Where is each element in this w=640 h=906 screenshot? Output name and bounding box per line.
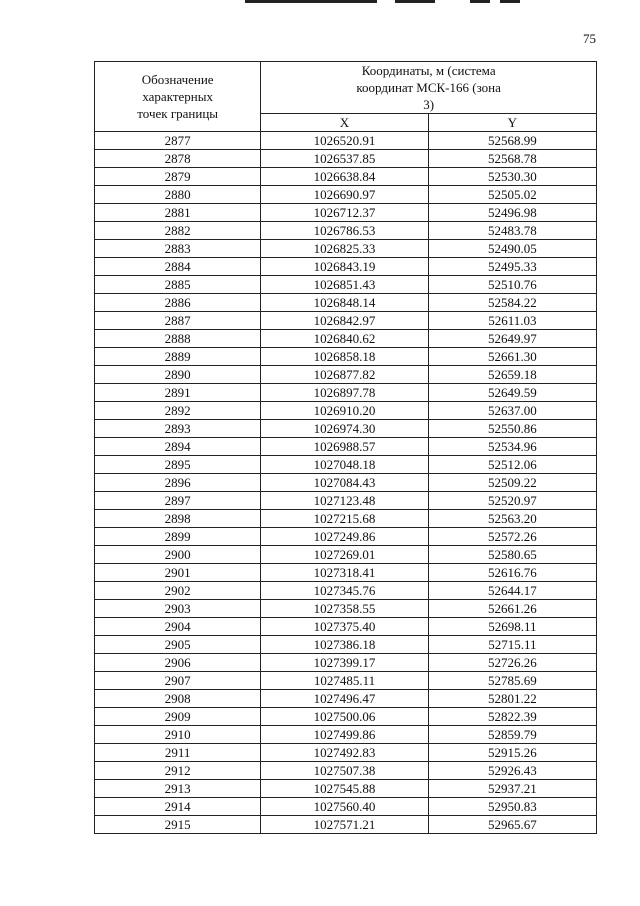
header-x: X — [261, 114, 428, 132]
y-cell: 52580.65 — [428, 546, 596, 564]
table-row — [95, 186, 597, 204]
point-cell: 2901 — [95, 564, 261, 582]
x-cell: 1026848.14 — [261, 294, 428, 312]
x-cell: 1027215.68 — [261, 510, 428, 528]
table-row — [95, 276, 597, 294]
x-cell: 1027386.18 — [261, 636, 428, 654]
y-cell: 52649.97 — [428, 330, 596, 348]
table-row — [95, 312, 597, 330]
point-cell: 2897 — [95, 492, 261, 510]
y-cell: 52495.33 — [428, 258, 596, 276]
point-cell: 2892 — [95, 402, 261, 420]
y-cell: 52496.98 — [428, 204, 596, 222]
table-row — [95, 528, 597, 546]
x-cell: 1027500.06 — [261, 708, 428, 726]
point-cell: 2879 — [95, 168, 261, 186]
page-number: 75 — [583, 31, 596, 46]
point-cell: 2911 — [95, 744, 261, 762]
y-cell: 52520.97 — [428, 492, 596, 510]
x-cell: 1027399.17 — [261, 654, 428, 672]
x-cell: 1027345.76 — [261, 582, 428, 600]
x-cell: 1026842.97 — [261, 312, 428, 330]
x-cell: 1026690.97 — [261, 186, 428, 204]
point-cell: 2895 — [95, 456, 261, 474]
y-cell: 52637.00 — [428, 402, 596, 420]
x-cell: 1026712.37 — [261, 204, 428, 222]
x-cell: 1027485.11 — [261, 672, 428, 690]
point-cell: 2886 — [95, 294, 261, 312]
x-cell: 1026877.82 — [261, 366, 428, 384]
x-cell: 1027496.47 — [261, 690, 428, 708]
y-cell: 52726.26 — [428, 654, 596, 672]
point-cell: 2877 — [95, 132, 261, 150]
table-row — [95, 402, 597, 420]
point-cell: 2883 — [95, 240, 261, 258]
x-cell: 1027571.21 — [261, 816, 428, 834]
table-row — [95, 474, 597, 492]
table-row — [95, 240, 597, 258]
table-row — [95, 798, 597, 816]
x-cell: 1027545.88 — [261, 780, 428, 798]
y-cell: 52698.11 — [428, 618, 596, 636]
x-cell: 1027560.40 — [261, 798, 428, 816]
y-cell: 52659.18 — [428, 366, 596, 384]
x-cell: 1026520.91 — [261, 132, 428, 150]
point-cell: 2907 — [95, 672, 261, 690]
point-cell: 2903 — [95, 600, 261, 618]
point-cell: 2885 — [95, 276, 261, 294]
x-cell: 1027358.55 — [261, 600, 428, 618]
point-cell: 2900 — [95, 546, 261, 564]
y-cell: 52568.99 — [428, 132, 596, 150]
y-cell: 52534.96 — [428, 438, 596, 456]
table-row — [95, 168, 597, 186]
coordinates-table — [94, 61, 597, 834]
table-row — [95, 654, 597, 672]
table-row — [95, 366, 597, 384]
y-cell: 52512.06 — [428, 456, 596, 474]
y-cell: 52510.76 — [428, 276, 596, 294]
x-cell: 1027507.38 — [261, 762, 428, 780]
table-row — [95, 708, 597, 726]
point-cell: 2915 — [95, 816, 261, 834]
header-point-designation: Обозначение характерных точек границы — [95, 62, 261, 132]
point-cell: 2887 — [95, 312, 261, 330]
x-cell: 1027499.86 — [261, 726, 428, 744]
y-cell: 52965.67 — [428, 816, 596, 834]
x-cell: 1027249.86 — [261, 528, 428, 546]
point-cell: 2913 — [95, 780, 261, 798]
table-row — [95, 600, 597, 618]
y-cell: 52715.11 — [428, 636, 596, 654]
point-cell: 2889 — [95, 348, 261, 366]
y-cell: 52616.76 — [428, 564, 596, 582]
y-cell: 52505.02 — [428, 186, 596, 204]
point-cell: 2894 — [95, 438, 261, 456]
y-cell: 52950.83 — [428, 798, 596, 816]
y-cell: 52509.22 — [428, 474, 596, 492]
table-row — [95, 636, 597, 654]
point-cell: 2896 — [95, 474, 261, 492]
y-cell: 52490.05 — [428, 240, 596, 258]
table-row — [95, 348, 597, 366]
point-cell: 2902 — [95, 582, 261, 600]
table-row — [95, 420, 597, 438]
y-cell: 52572.26 — [428, 528, 596, 546]
x-cell: 1027269.01 — [261, 546, 428, 564]
table-row — [95, 438, 597, 456]
table-row — [95, 780, 597, 798]
y-cell: 52915.26 — [428, 744, 596, 762]
top-edge-marks — [245, 0, 535, 3]
table-row — [95, 618, 597, 636]
table-row — [95, 672, 597, 690]
x-cell: 1027375.40 — [261, 618, 428, 636]
x-cell: 1026974.30 — [261, 420, 428, 438]
y-cell: 52859.79 — [428, 726, 596, 744]
table-row — [95, 222, 597, 240]
x-cell: 1026910.20 — [261, 402, 428, 420]
table-row — [95, 762, 597, 780]
x-cell: 1026825.33 — [261, 240, 428, 258]
x-cell: 1026897.78 — [261, 384, 428, 402]
x-cell: 1027318.41 — [261, 564, 428, 582]
table-row — [95, 564, 597, 582]
y-cell: 52530.30 — [428, 168, 596, 186]
y-cell: 52926.43 — [428, 762, 596, 780]
table-row — [95, 726, 597, 744]
point-cell: 2914 — [95, 798, 261, 816]
point-cell: 2899 — [95, 528, 261, 546]
table-row — [95, 132, 597, 150]
point-cell: 2878 — [95, 150, 261, 168]
point-cell: 2884 — [95, 258, 261, 276]
y-cell: 52661.30 — [428, 348, 596, 366]
x-cell: 1026840.62 — [261, 330, 428, 348]
table-row — [95, 456, 597, 474]
x-cell: 1026843.19 — [261, 258, 428, 276]
table-row — [95, 744, 597, 762]
y-cell: 52801.22 — [428, 690, 596, 708]
point-cell: 2912 — [95, 762, 261, 780]
x-cell: 1027084.43 — [261, 474, 428, 492]
point-cell: 2906 — [95, 654, 261, 672]
y-cell: 52483.78 — [428, 222, 596, 240]
y-cell: 52584.22 — [428, 294, 596, 312]
header-y: Y — [428, 114, 596, 132]
point-cell: 2880 — [95, 186, 261, 204]
x-cell: 1027048.18 — [261, 456, 428, 474]
header-coordinates: Координаты, м (система координат МСК-166 (зона 3) — [261, 62, 597, 114]
table-row — [95, 258, 597, 276]
point-cell: 2881 — [95, 204, 261, 222]
x-cell: 1026537.85 — [261, 150, 428, 168]
point-cell: 2908 — [95, 690, 261, 708]
point-cell: 2904 — [95, 618, 261, 636]
y-cell: 52611.03 — [428, 312, 596, 330]
point-cell: 2909 — [95, 708, 261, 726]
table-row — [95, 294, 597, 312]
y-cell: 52937.21 — [428, 780, 596, 798]
table-row — [95, 690, 597, 708]
y-cell: 52568.78 — [428, 150, 596, 168]
x-cell: 1026851.43 — [261, 276, 428, 294]
point-cell: 2893 — [95, 420, 261, 438]
table-row — [95, 582, 597, 600]
point-cell: 2890 — [95, 366, 261, 384]
table-row — [95, 816, 597, 834]
x-cell: 1026786.53 — [261, 222, 428, 240]
x-cell: 1027492.83 — [261, 744, 428, 762]
y-cell: 52550.86 — [428, 420, 596, 438]
y-cell: 52563.20 — [428, 510, 596, 528]
table-row — [95, 150, 597, 168]
point-cell: 2882 — [95, 222, 261, 240]
table-row — [95, 546, 597, 564]
point-cell: 2910 — [95, 726, 261, 744]
y-cell: 52785.69 — [428, 672, 596, 690]
table-row — [95, 492, 597, 510]
y-cell: 52822.39 — [428, 708, 596, 726]
table-row — [95, 330, 597, 348]
x-cell: 1027123.48 — [261, 492, 428, 510]
y-cell: 52661.26 — [428, 600, 596, 618]
table-row — [95, 510, 597, 528]
y-cell: 52649.59 — [428, 384, 596, 402]
x-cell: 1026638.84 — [261, 168, 428, 186]
point-cell: 2888 — [95, 330, 261, 348]
x-cell: 1026988.57 — [261, 438, 428, 456]
table-row — [95, 384, 597, 402]
point-cell: 2905 — [95, 636, 261, 654]
point-cell: 2891 — [95, 384, 261, 402]
x-cell: 1026858.18 — [261, 348, 428, 366]
y-cell: 52644.17 — [428, 582, 596, 600]
table-row — [95, 204, 597, 222]
point-cell: 2898 — [95, 510, 261, 528]
